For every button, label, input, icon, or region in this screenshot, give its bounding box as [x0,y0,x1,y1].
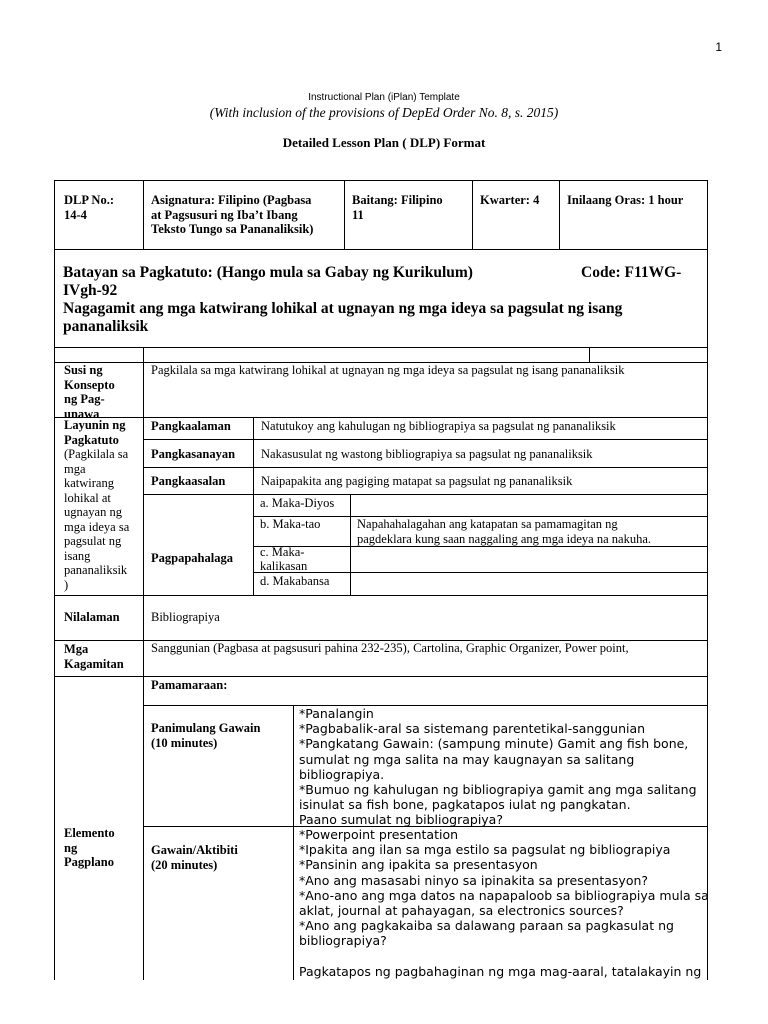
competency-code-cont: IVgh-92 [63,282,118,299]
layunin-sub: (Pagkilala sa mga katwirang lohikal at ugnayan ng mga ideya sa pagsulat ng isang pananaliksik ) [64,447,130,592]
kagamitan-value: Sanggunian (Pagbasa at pagsusuri pahina 232-235), Cartolina, Graphic Organizer, Power point, [151,641,629,655]
pangkaasalan-label: Pangkaasalan [151,474,226,488]
makabansa: d. Makabansa [260,574,330,588]
competency-code: Code: F11WG- [581,264,682,281]
susi-label: Susi ng Konsepto ng Pag- unawa [64,363,115,421]
panimulang-label: Panimulang Gawain (10 minutes) [151,721,261,750]
baitang: Baitang: Filipino 11 [352,193,443,222]
elemento-label: Elemento ng Pagplano [64,826,115,869]
asignatura: Asignatura: Filipino (Pagbasa at Pagsusuri ng Iba’t Ibang Teksto Tungo sa Pananaliksik) [151,193,314,236]
gawain-label: Gawain/Aktibiti (20 minutes) [151,843,238,872]
maka-tao: b. Maka-tao [260,517,321,531]
pagpapahalaga-label: Pagpapahalaga [151,551,233,565]
nilalaman-value: Bibliograpiya [151,610,220,624]
pangkasanayan-label: Pangkasanayan [151,447,236,461]
nilalaman-label: Nilalaman [64,610,120,624]
maka-diyos: a. Maka-Diyos [260,496,335,510]
kwarter: Kwarter: 4 [480,193,540,207]
template-title: Instructional Plan (iPlan) Template [308,92,460,103]
panimulang-text: *Panalangin *Pagbabalik-aral sa sistemang parentetikal-sanggunian *Pangkatang Gawain: (sampung minute) Gamit ang fish bone, sumulat ng mga salita na may kaugnayan sa salitang bibliograpiya. *Bumuo ng kahulugan ng bibliograpiya gamit ang mga salitang isinulat sa fish bone, pagkatapos iulat ng pangkatan. Paano sumulat ng bibliograpiya? [299,706,697,828]
pangkasanayan-value: Nakasusulat ng wastong bibliograpiya sa pagsulat ng pananaliksik [261,447,593,461]
inilaang-oras: Inilaang Oras: 1 hour [567,193,684,207]
layunin-label: Layunin ng Pagkatuto [64,418,126,447]
maka-kalikasan: c. Maka- kalikasan [260,545,308,573]
format-title: Detailed Lesson Plan ( DLP) Format [282,135,486,150]
pangkaalaman-label: Pangkaalaman [151,419,231,433]
pangkaasalan-value: Naipapakita ang pagiging matapat sa pagsulat ng pananaliksik [261,474,573,488]
page-number: 1 [715,40,722,54]
dlp-number: DLP No.: 14-4 [64,193,114,222]
pangkaalaman-value: Natutukoy ang kahulugan ng bibliograpiya sa pagsulat ng pananaliksik [261,419,616,433]
batayan-heading: Batayan sa Pagkatuto: (Hango mula sa Gabay ng Kurikulum) [63,264,473,281]
susi-value: Pagkilala sa mga katwirang lohikal at ugnayan ng mga ideya sa pagsulat ng isang pananaliksik [151,363,625,377]
kagamitan-label: Mga Kagamitan [64,642,124,671]
batayan-statement: Nagagamit ang mga katwirang lohikal at ugnayan ng mga ideya sa pagsulat ng isang pananaliksik [63,300,623,335]
gawain-text: *Powerpoint presentation *Ipakita ang ilan sa mga estilo sa pagsulat ng bibliograpiya *Pansinin ang ipakita sa presentasyon *Ano ang masasabi ninyo sa ipinakita sa presentasyon? *Ano-ano ang mga datos na napapaloob sa bibliograpiya mula sa aklat, journal at pahayagan, sa electronics sources? *Ano ang pagkakaiba sa dalawang paraan sa pagkasulat ng bibliograpiya? Pagkatapos ng pagbahaginan ng mga mag-aaral, tatalakayin ng [299,827,709,979]
maka-tao-value: Napahahalagahan ang katapatan sa pamamagitan ng pagdeklara kung saan naggaling ang mga ideya na nakuha. [357,517,651,546]
pamamaraan-label: Pamamaraan: [151,678,228,692]
inclusion-note: (With inclusion of the provisions of DepEd Order No. 8, s. 2015) [209,105,559,120]
